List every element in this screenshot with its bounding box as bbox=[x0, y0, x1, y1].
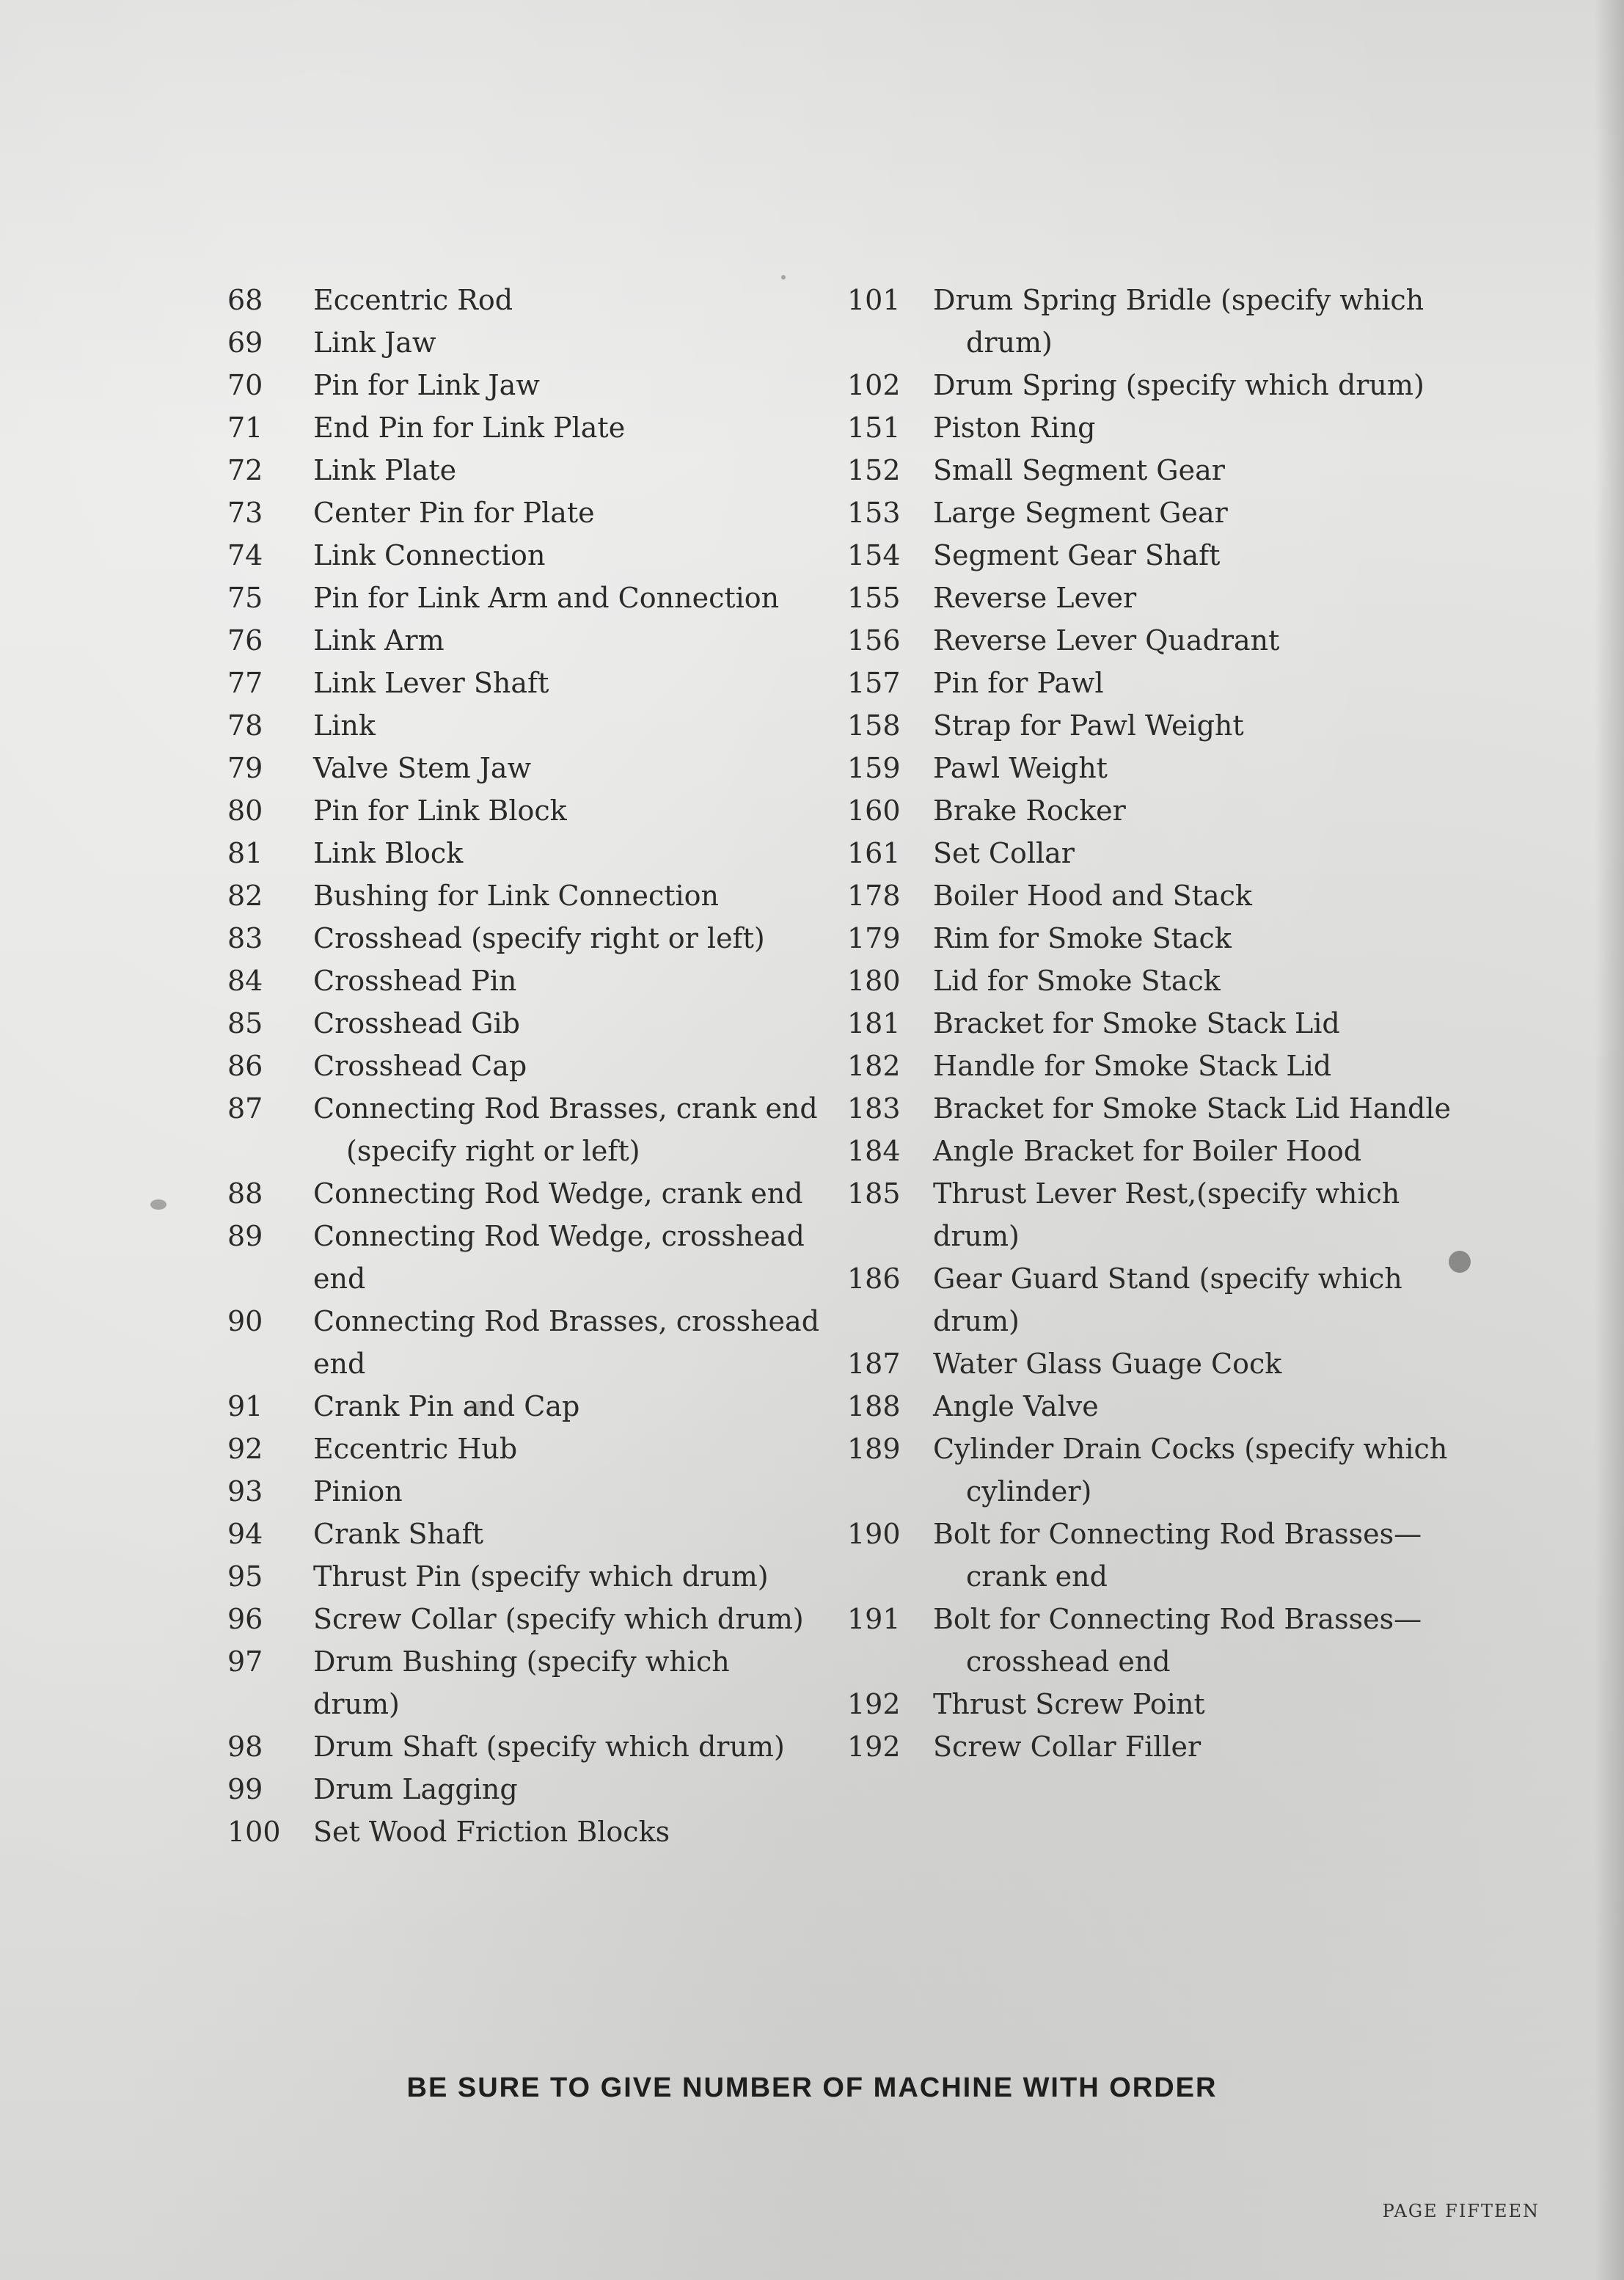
part-row bbox=[220, 1385, 822, 1428]
part-row bbox=[840, 1683, 1456, 1725]
part-number: 92 bbox=[227, 1433, 263, 1465]
part-row bbox=[840, 1513, 1456, 1598]
part-row bbox=[840, 1598, 1456, 1683]
part-row bbox=[220, 1087, 822, 1172]
part-number: 76 bbox=[227, 624, 263, 657]
part-name: Drum Shaft (specify which drum) bbox=[313, 1731, 785, 1763]
part-number: 84 bbox=[227, 965, 263, 997]
part-row bbox=[220, 1513, 822, 1555]
part-name: Connecting Rod Wedge, crosshead end bbox=[313, 1220, 805, 1295]
part-number: 77 bbox=[227, 667, 263, 699]
part-number: 78 bbox=[227, 709, 263, 742]
part-name: Center Pin for Plate bbox=[313, 497, 595, 529]
part-name: Set Collar bbox=[933, 837, 1075, 869]
part-number: 161 bbox=[847, 837, 901, 869]
part-number: 91 bbox=[227, 1390, 263, 1422]
part-name: Water Glass Guage Cock bbox=[933, 1348, 1282, 1380]
part-row bbox=[220, 789, 822, 832]
part-row bbox=[220, 1768, 822, 1811]
part-name bbox=[932, 1598, 1456, 1683]
part-row bbox=[220, 1045, 822, 1087]
part-row bbox=[220, 1811, 822, 1853]
part-number: 94 bbox=[227, 1518, 263, 1550]
part-row bbox=[220, 364, 822, 406]
part-number: 181 bbox=[847, 1007, 901, 1039]
part-number: 185 bbox=[847, 1177, 901, 1210]
part-row bbox=[220, 279, 822, 321]
part-number: 90 bbox=[227, 1305, 263, 1337]
part-number: 81 bbox=[227, 837, 263, 869]
part-name: Handle for Smoke Stack Lid bbox=[933, 1050, 1332, 1082]
part-number: 191 bbox=[847, 1603, 901, 1635]
part-row bbox=[840, 619, 1456, 662]
part-number: 188 bbox=[847, 1390, 901, 1422]
part-number: 159 bbox=[847, 752, 901, 784]
part-name bbox=[312, 1087, 822, 1172]
part-row bbox=[840, 1725, 1456, 1768]
part-name: Pin for Pawl bbox=[933, 667, 1104, 699]
part-name: Link Connection bbox=[313, 539, 546, 571]
order-instruction: BE SURE TO GIVE NUMBER OF MACHINE WITH ORDER bbox=[406, 2072, 1218, 2103]
part-row bbox=[220, 662, 822, 704]
part-name bbox=[932, 279, 1456, 364]
part-number: 156 bbox=[847, 624, 901, 657]
part-name: Segment Gear Shaft bbox=[933, 539, 1221, 571]
part-number: 182 bbox=[847, 1050, 901, 1082]
part-row bbox=[220, 406, 822, 449]
part-number: 86 bbox=[227, 1050, 263, 1082]
part-row bbox=[220, 1470, 822, 1513]
part-name bbox=[932, 1428, 1456, 1513]
part-name: Crank Pin and Cap bbox=[313, 1390, 580, 1422]
part-number: 158 bbox=[847, 709, 901, 742]
part-number: 87 bbox=[227, 1092, 263, 1125]
part-name: Bushing for Link Connection bbox=[313, 880, 720, 912]
part-number: 187 bbox=[847, 1348, 901, 1380]
part-row bbox=[840, 534, 1456, 577]
part-row bbox=[220, 704, 822, 747]
part-number: 184 bbox=[847, 1135, 901, 1167]
part-row bbox=[220, 1640, 822, 1725]
part-number: 99 bbox=[227, 1773, 263, 1805]
part-name: Reverse Lever Quadrant bbox=[933, 624, 1280, 657]
part-row bbox=[220, 960, 822, 1002]
part-row bbox=[220, 1598, 822, 1640]
part-row bbox=[840, 1342, 1456, 1385]
part-row bbox=[220, 449, 822, 492]
part-number: 93 bbox=[227, 1475, 263, 1508]
part-row bbox=[840, 960, 1456, 1002]
part-name: Drum Lagging bbox=[313, 1773, 518, 1805]
part-number: 157 bbox=[847, 667, 901, 699]
part-row bbox=[840, 1087, 1456, 1130]
part-name: Lid for Smoke Stack bbox=[933, 965, 1221, 997]
part-row bbox=[220, 874, 822, 917]
part-row bbox=[220, 1215, 822, 1300]
part-name: Bracket for Smoke Stack Lid bbox=[933, 1007, 1340, 1039]
part-name-line: Cylinder Drain Cocks (specify which bbox=[933, 1433, 1448, 1465]
part-name: Link Lever Shaft bbox=[313, 667, 549, 699]
part-row bbox=[840, 747, 1456, 789]
part-row bbox=[840, 577, 1456, 619]
part-name: Brake Rocker bbox=[933, 794, 1126, 827]
part-name: Link bbox=[313, 709, 376, 742]
part-name: Crosshead Gib bbox=[313, 1007, 520, 1039]
part-number: 89 bbox=[227, 1220, 263, 1252]
part-number: 96 bbox=[227, 1603, 263, 1635]
part-row bbox=[840, 1172, 1456, 1257]
part-row bbox=[220, 492, 822, 534]
part-number: 69 bbox=[227, 326, 263, 359]
part-name: Pin for Link Block bbox=[313, 794, 567, 827]
part-name: Link Block bbox=[313, 837, 464, 869]
parts-list-right bbox=[840, 279, 1456, 1768]
part-row bbox=[220, 1725, 822, 1768]
part-row bbox=[840, 1257, 1456, 1342]
part-row bbox=[840, 492, 1456, 534]
part-name: Angle Valve bbox=[933, 1390, 1099, 1422]
part-name: Screw Collar Filler bbox=[933, 1731, 1201, 1763]
part-row bbox=[220, 1172, 822, 1215]
part-row bbox=[840, 406, 1456, 449]
part-row bbox=[220, 1300, 822, 1385]
part-name: Connecting Rod Brasses, crosshead end bbox=[313, 1305, 820, 1380]
part-name-continuation: (specify right or left) bbox=[346, 1135, 640, 1167]
part-row bbox=[840, 1002, 1456, 1045]
part-row bbox=[840, 789, 1456, 832]
part-number: 71 bbox=[227, 412, 263, 444]
part-number: 97 bbox=[227, 1645, 263, 1678]
part-row bbox=[840, 874, 1456, 917]
part-name-line: Bolt for Connecting Rod Brasses— bbox=[933, 1603, 1422, 1635]
part-name-continuation: crosshead end bbox=[966, 1645, 1171, 1678]
part-name: Gear Guard Stand (specify which drum) bbox=[933, 1263, 1402, 1337]
part-row bbox=[220, 917, 822, 960]
part-row bbox=[840, 364, 1456, 406]
part-row bbox=[220, 619, 822, 662]
part-name: Eccentric Hub bbox=[313, 1433, 518, 1465]
part-row bbox=[220, 321, 822, 364]
part-name bbox=[932, 1513, 1456, 1598]
part-name-line: Drum Spring Bridle (specify which bbox=[933, 284, 1424, 316]
part-number: 102 bbox=[847, 369, 901, 401]
part-name: Thrust Pin (specify which drum) bbox=[313, 1560, 769, 1593]
part-name: Angle Bracket for Boiler Hood bbox=[933, 1135, 1362, 1167]
part-row bbox=[220, 747, 822, 789]
part-row bbox=[840, 704, 1456, 747]
part-name: Thrust Screw Point bbox=[933, 1688, 1205, 1720]
part-number: 82 bbox=[227, 880, 263, 912]
part-number: 100 bbox=[227, 1816, 281, 1848]
part-name: Pawl Weight bbox=[933, 752, 1108, 784]
part-number: 80 bbox=[227, 794, 263, 827]
part-number: 151 bbox=[847, 412, 901, 444]
part-number: 95 bbox=[227, 1560, 263, 1593]
part-number: 154 bbox=[847, 539, 901, 571]
part-number: 75 bbox=[227, 582, 263, 614]
part-row bbox=[840, 1130, 1456, 1172]
part-name-continuation: drum) bbox=[966, 326, 1053, 359]
part-name: Strap for Pawl Weight bbox=[933, 709, 1244, 742]
part-name: Connecting Rod Wedge, crank end bbox=[313, 1177, 803, 1210]
part-name: Eccentric Rod bbox=[313, 284, 513, 316]
part-row bbox=[840, 832, 1456, 874]
part-number: 179 bbox=[847, 922, 901, 954]
part-number: 152 bbox=[847, 454, 901, 486]
part-number: 88 bbox=[227, 1177, 263, 1210]
part-row bbox=[840, 917, 1456, 960]
page-number: PAGE FIFTEEN bbox=[1382, 2201, 1540, 2221]
part-name: Pin for Link Jaw bbox=[313, 369, 540, 401]
part-number: 98 bbox=[227, 1731, 263, 1763]
part-number: 155 bbox=[847, 582, 901, 614]
part-number: 192 bbox=[847, 1688, 901, 1720]
part-name: Small Segment Gear bbox=[933, 454, 1225, 486]
part-number: 190 bbox=[847, 1518, 901, 1550]
part-number: 153 bbox=[847, 497, 901, 529]
part-name: Drum Bushing (specify which drum) bbox=[313, 1645, 730, 1720]
part-name-continuation: cylinder) bbox=[966, 1475, 1092, 1508]
part-name-line: Bolt for Connecting Rod Brasses— bbox=[933, 1518, 1422, 1550]
part-name: Link Arm bbox=[313, 624, 445, 657]
part-row bbox=[220, 577, 822, 619]
part-number: 160 bbox=[847, 794, 901, 827]
part-number: 180 bbox=[847, 965, 901, 997]
part-row bbox=[220, 1428, 822, 1470]
part-name: Screw Collar (specify which drum) bbox=[313, 1603, 804, 1635]
part-number: 189 bbox=[847, 1433, 901, 1465]
part-number: 101 bbox=[847, 284, 901, 316]
page-edge-shadow bbox=[1595, 0, 1624, 2280]
part-name-line: Connecting Rod Brasses, crank end bbox=[313, 1092, 818, 1125]
part-row bbox=[220, 1002, 822, 1045]
part-number: 178 bbox=[847, 880, 901, 912]
part-row bbox=[840, 449, 1456, 492]
part-name: Set Wood Friction Blocks bbox=[313, 1816, 670, 1848]
part-name: Drum Spring (specify which drum) bbox=[933, 369, 1424, 401]
part-row bbox=[840, 662, 1456, 704]
part-number: 79 bbox=[227, 752, 263, 784]
part-name: Crosshead Cap bbox=[313, 1050, 527, 1082]
part-name: Bracket for Smoke Stack Lid Handle bbox=[933, 1092, 1451, 1125]
part-row bbox=[220, 832, 822, 874]
part-name: Thrust Lever Rest,(specify which drum) bbox=[933, 1177, 1400, 1252]
part-name: Pin for Link Arm and Connection bbox=[313, 582, 780, 614]
paper-speck bbox=[150, 1199, 167, 1210]
part-number: 83 bbox=[227, 922, 263, 954]
part-number: 72 bbox=[227, 454, 263, 486]
part-name: Crosshead Pin bbox=[313, 965, 517, 997]
part-name: Reverse Lever bbox=[933, 582, 1137, 614]
part-number: 192 bbox=[847, 1731, 901, 1763]
part-number: 85 bbox=[227, 1007, 263, 1039]
part-name: Link Jaw bbox=[313, 326, 436, 359]
part-name-continuation: crank end bbox=[966, 1560, 1108, 1593]
part-name: End Pin for Link Plate bbox=[313, 412, 626, 444]
part-name: Crosshead (specify right or left) bbox=[313, 922, 765, 954]
part-name: Pinion bbox=[313, 1475, 403, 1508]
part-row bbox=[840, 1428, 1456, 1513]
part-row bbox=[840, 279, 1456, 364]
parts-list-left bbox=[220, 279, 822, 1853]
part-number: 186 bbox=[847, 1263, 901, 1295]
part-number: 70 bbox=[227, 369, 263, 401]
part-row bbox=[840, 1045, 1456, 1087]
part-name: Boiler Hood and Stack bbox=[933, 880, 1252, 912]
part-name: Rim for Smoke Stack bbox=[933, 922, 1232, 954]
part-row bbox=[220, 1555, 822, 1598]
part-row bbox=[840, 1385, 1456, 1428]
part-name: Crank Shaft bbox=[313, 1518, 483, 1550]
part-number: 73 bbox=[227, 497, 263, 529]
part-name: Link Plate bbox=[313, 454, 457, 486]
part-number: 183 bbox=[847, 1092, 901, 1125]
part-number: 74 bbox=[227, 539, 263, 571]
part-row bbox=[220, 534, 822, 577]
part-name: Valve Stem Jaw bbox=[313, 752, 532, 784]
part-number: 68 bbox=[227, 284, 263, 316]
part-name: Piston Ring bbox=[933, 412, 1096, 444]
part-name: Large Segment Gear bbox=[933, 497, 1228, 529]
